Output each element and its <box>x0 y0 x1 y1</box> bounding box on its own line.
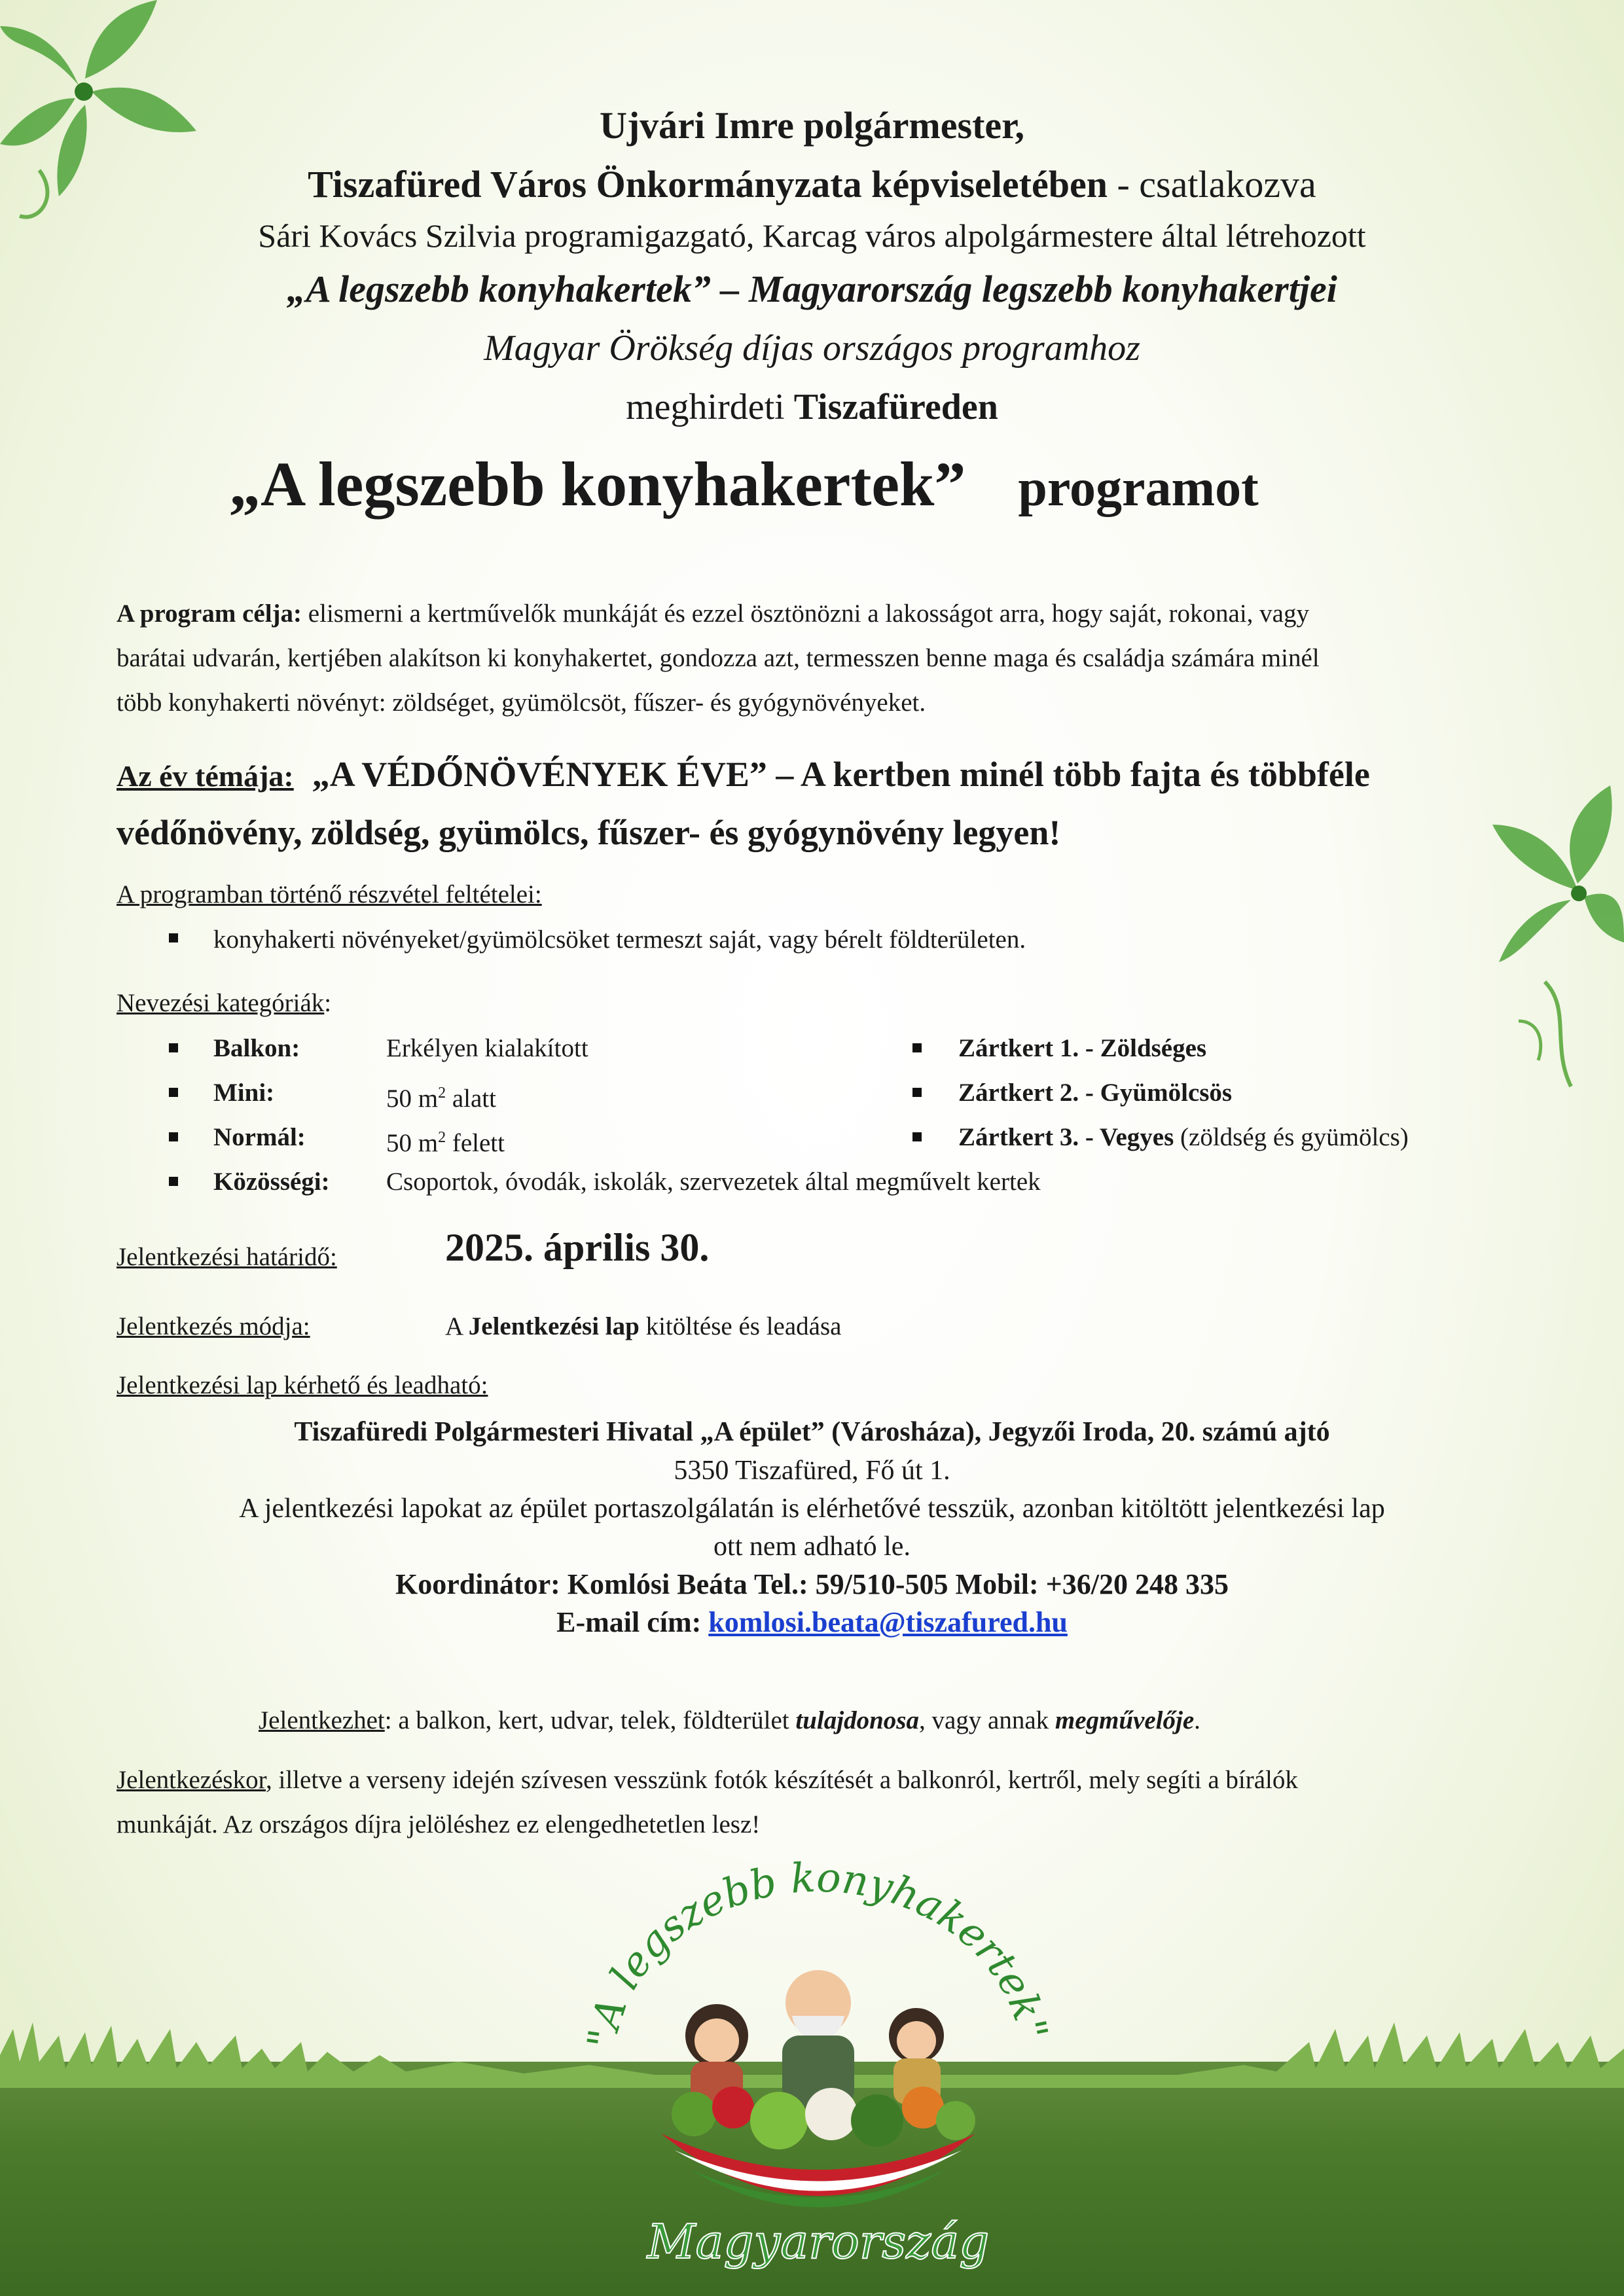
category-name: Zártkert 1. - Zöldséges <box>958 1034 1207 1062</box>
where-label: Jelentkezési lap kérhető és leadható: <box>117 1371 488 1399</box>
photos-text-1: , illetve a verseny idején szívesen vesszünk fotók készítését a balkonról, kertről, mely segíti a bírálók <box>266 1766 1298 1794</box>
goal-line-3: több konyhakerti növényt: zöldséget, gyümölcsöt, fűszer- és gyógynövényeket. <box>117 689 926 717</box>
category-desc-text: 50 m <box>386 1085 439 1113</box>
method-value <box>445 1312 841 1341</box>
category-desc <box>386 1122 505 1159</box>
header-line-mayor: Ujvári Imre polgármester, <box>599 104 1025 147</box>
goal-label: A program célja: <box>117 600 302 628</box>
header-line-announces <box>0 380 1624 435</box>
main-title-suffix: programot <box>1018 459 1259 517</box>
theme-text-1: „A VÉDŐNÖVÉNYEK ÉVE” – A kertben minél több fajta és többféle <box>312 755 1370 794</box>
announces-place: Tiszafüreden <box>793 387 998 427</box>
note-line-2: ott nem adható le. <box>713 1532 911 1562</box>
category-desc-after: felett <box>446 1129 505 1157</box>
header-line-heritage: Magyar Örökség díjas országos programhoz <box>484 328 1140 368</box>
conditions-label: A programban történő részvétel feltételei: <box>117 880 542 908</box>
condition-item: konyhakerti növényeket/gyümölcsöket termeszt saját, vagy bérelt földterületen. <box>213 925 1026 954</box>
municipality-suffix: - csatlakozva <box>1107 163 1316 206</box>
who-cultivator: megművelője <box>1055 1706 1195 1734</box>
main-title-name: „A legszebb konyhakertek” <box>229 449 966 519</box>
coordinator-line: Koordinátor: Komlósi Beáta Tel.: 59/510-505 Mobil: +36/20 248 335 <box>395 1568 1229 1600</box>
who-text-1: : a balkon, kert, udvar, telek, földterület <box>384 1706 796 1734</box>
photos-paragraph <box>117 1758 1557 1847</box>
bullet-icon <box>169 933 178 942</box>
category-desc-after: alatt <box>446 1085 496 1113</box>
goal-line-1 <box>117 592 1524 636</box>
email-label: E-mail cím: <box>556 1606 709 1638</box>
note-line-1: A jelentkezési lapokat az épület portaszolgálatán is elérhetővé tesszük, azonban kitöltött jelentkezési lap <box>239 1494 1385 1524</box>
category-desc: Csoportok, óvodák, iskolák, szervezetek által megművelt kertek <box>386 1168 1041 1196</box>
logo-arc-text: "A legszebb konyhakertek" <box>577 1853 1058 2052</box>
category-extra: (zöldség és gyümölcs) <box>1174 1123 1409 1151</box>
who-text-2: , vagy annak <box>918 1706 1055 1734</box>
program-logo <box>563 1839 1074 2284</box>
office-address-title: Tiszafüredi Polgármesteri Hivatal „A épület” (Városháza), Jegyzői Iroda, 20. számú ajtó <box>294 1417 1330 1447</box>
goal-line-2: barátai udvarán, kertjében alakítson ki konyhakertet, gondozza azt, termesszen benne maga és családja számára minél <box>117 644 1320 672</box>
theme-block <box>117 746 1557 861</box>
categories-heading <box>117 988 331 1018</box>
logo-bottom-text: Magyarország <box>647 2214 990 2269</box>
method-form-name: Jelentkezési lap <box>468 1312 640 1340</box>
superscript: 2 <box>438 1129 446 1146</box>
bullet-icon <box>169 1132 178 1141</box>
email-line <box>0 1604 1624 1641</box>
bullet-icon <box>912 1132 922 1141</box>
email-link[interactable]: komlosi.beata@tiszafured.hu <box>708 1606 1068 1638</box>
photos-line-1 <box>117 1758 1557 1803</box>
who-label: Jelentkezhet <box>259 1706 385 1734</box>
method-pre: A <box>445 1312 469 1340</box>
category-item <box>958 1122 1409 1153</box>
category-name: Mini: <box>213 1079 275 1107</box>
photos-label: Jelentkezéskor <box>117 1766 266 1794</box>
category-desc: Erkélyen kialakított <box>386 1034 588 1062</box>
category-name: Normál: <box>213 1123 306 1151</box>
main-title <box>229 445 1259 528</box>
categories-colon: : <box>324 989 332 1017</box>
category-name: Közösségi: <box>213 1168 330 1196</box>
who-can-apply <box>259 1706 1200 1735</box>
theme-line-2: védőnövény, zöldség, gyümölcs, fűszer- és gyógynövény legyen! <box>117 813 1061 852</box>
category-name: Zártkert 2. - Gyümölcsös <box>958 1079 1233 1107</box>
logo-people-icon <box>685 1970 944 2108</box>
superscript: 2 <box>438 1085 446 1102</box>
category-name: Balkon: <box>213 1034 300 1062</box>
method-label: Jelentkezés módja: <box>117 1312 310 1340</box>
header-line-program-name: „A legszebb konyhakertek” – Magyarország legszebb konyhakertjei <box>287 268 1337 310</box>
method-post: kitöltése és leadása <box>639 1312 842 1340</box>
deadline-label: Jelentkezési határidő: <box>117 1243 337 1271</box>
categories-label: Nevezési kategóriák <box>117 989 325 1017</box>
header-line-creator: Sári Kovács Szilvia programigazgató, Karcag város alpolgármestere által létrehozott <box>258 217 1366 254</box>
municipality-name: Tiszafüred Város Önkormányzata képviseletében <box>308 163 1108 206</box>
postal-address: 5350 Tiszafüred, Fő út 1. <box>674 1456 950 1486</box>
category-desc <box>386 1077 496 1115</box>
theme-label: Az év témája: <box>117 759 294 793</box>
category-desc-text: 50 m <box>386 1129 439 1157</box>
goal-paragraph <box>117 592 1524 725</box>
deadline-value: 2025. április 30. <box>445 1226 710 1269</box>
theme-line-1 <box>117 746 1557 804</box>
who-text-3: . <box>1194 1706 1200 1734</box>
announces-text: meghirdeti <box>626 387 794 427</box>
logo-vegetables-icon <box>672 2087 975 2149</box>
category-name: Zártkert 3. - Vegyes <box>958 1123 1174 1151</box>
who-owner: tulajdonosa <box>795 1706 919 1734</box>
bullet-icon <box>912 1043 922 1052</box>
goal-text-1: elismerni a kertművelők munkáját és ezzel ösztönözni a lakosságot arra, hogy saját, rokonai, vagy <box>302 600 1309 628</box>
header-line-municipality <box>0 157 1624 212</box>
photos-line-2: munkáját. Az országos díjra jelöléshez ez elengedhetetlen lesz! <box>117 1810 761 1839</box>
bullet-icon <box>912 1088 922 1097</box>
bullet-icon <box>169 1177 178 1186</box>
bullet-icon <box>169 1043 178 1052</box>
bullet-icon <box>169 1088 178 1097</box>
